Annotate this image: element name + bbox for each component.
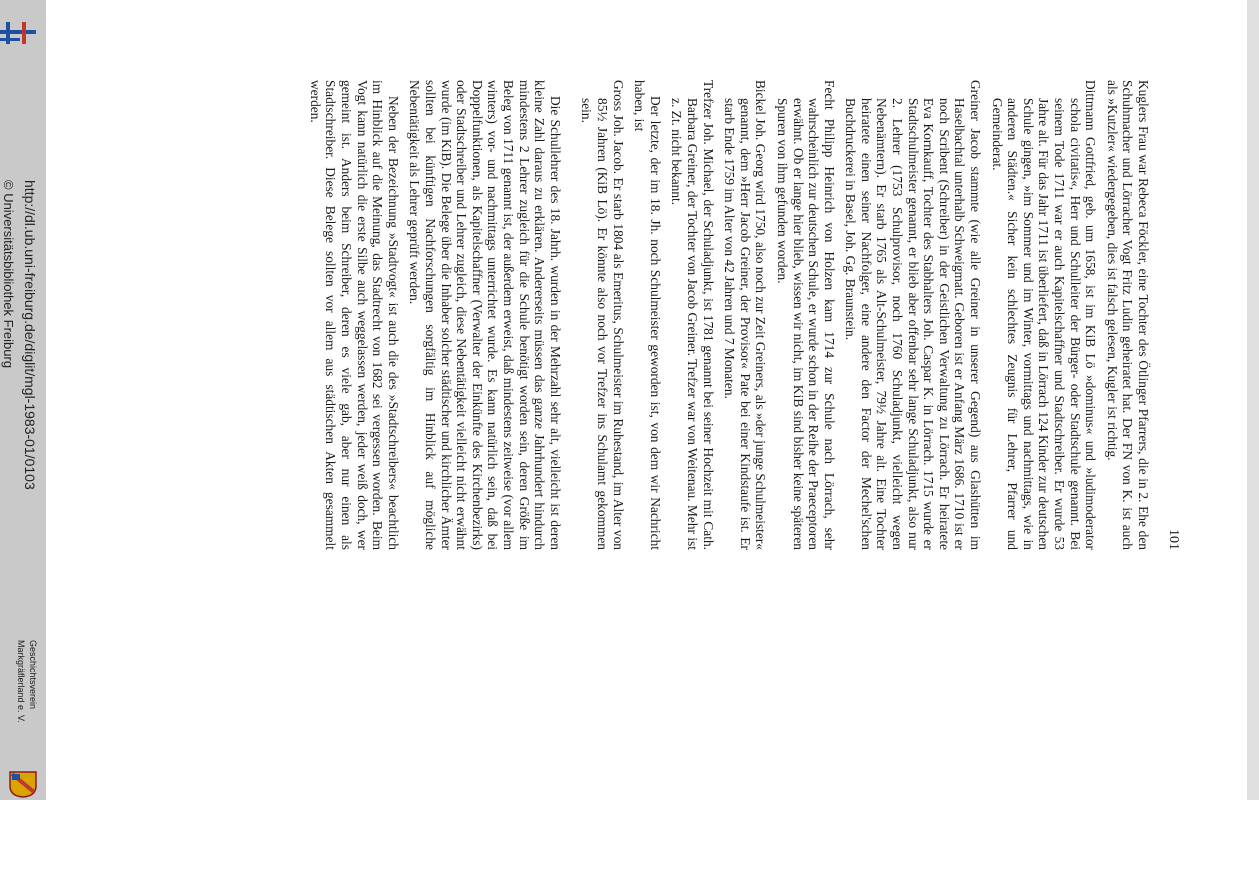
society-name-line-1: Geschichtsverein <box>28 640 38 710</box>
viewer-right-margin <box>1247 0 1259 800</box>
page-text-column <box>171 80 1151 550</box>
rotated-page-content <box>201 80 1181 550</box>
page-number: 101 <box>1166 529 1181 550</box>
viewer-url[interactable]: http://dl.ub.uni-freiburg.de/diglit/mgl-1983-01/0103 <box>22 180 38 490</box>
paragraph-stadtschreiber: Neben der Bezeichnung »Stadtvogt« ist auch die des »Stadtschreibers« beachtlich im Hinblick auf die Meinung, das Stadtrecht von 1682 sei vergessen worden. Beim Vogt kann natürlich die erste Silbe auch weggelassen werden, jeder weiß doch, wer gemeint ist. Anders beim Schreiber, deren es viele gab, aber nur einen als Stadtschreiber. Diese Belege sollten vor allem aus städtischen Akten gesammelt werden. <box>307 80 401 550</box>
entry-greiner: Greiner Jacob stammte (wie alle Greiner in unserer Gegend) aus Glashütten im Haselbachtal unterhalb Schweigmatt. Geboren ist er Anfang März 1686. 1710 ist er noch Scribent (Schreiber) in der Geistlichen Verwaltung zu Lörrach. Er heiratete Eva Kornkauff, Tochter des Stabhalters Joh. Caspar K. in Lörrach. 1715 wurde er Stadtschulmeister genannt, er blieb aber offenbar sehr lange Schuladjunkt, also nur 2. Lehrer (1753 Schulprovisor, noch 1760 Schuladjunkt, vielleicht wegen Nebenämtern). Er starb 1765 als Alt-Schulmeister, 79½ Jahre alt. Eine Tochter heiratete einen seiner Nachfolger, eine andere den Factor der Mechel'schen Buchdruckerei in Basel, Joh. Gg. Braunstein. <box>843 80 984 550</box>
viewer-copyright: © Universitätsbibliothek Freiburg <box>1 180 16 369</box>
society-name-line-2: Markgräflerland e. V. <box>16 640 26 723</box>
document-page <box>46 0 1247 800</box>
entry-bickel: Bickel Joh. Georg wird 1750, also noch zur Zeit Greiners, als »der junge Schulmeister« genannt, dem »Herr Jacob Greiner, der Provisor« Pate bei einer Kindstaufe ist. Er starb Ende 1759 im Alter von 42 Jahren und 7 Monaten. <box>722 80 769 550</box>
paragraph-gap <box>563 80 573 550</box>
paragraph-kugler: Kuglers Frau war Rebeca Föckler, eine Tochter des Ötlinger Pfarrers, die in 2. Ehe den Schuhmacher und Lörracher Vogt Fritz Ludin geheiratet hat. Der FN von K. ist auch als »Kutzler« wiedergegeben, dies ist falsch gelesen, Kugler ist richtig. <box>1104 80 1151 550</box>
paragraph-schullehrer: Die Schullehrer des 18. Jahrh. wurden in der Mehrzahl sehr alt, vielleicht ist deren kleine Zahl daraus zu erklären. Andererseits müssen das ganze Jahrhundert hindurch mindestens 2 Lehrer zugleich für die Schule benötigt worden sein, deren Größe im Beleg von 1711 genannt ist, der außerdem erweist, daß mindestens zeitweise (vor allem winters) vor- und nachmittags unterrichtet wurde. Es kann natürlich sein, daß bei Doppelfunktionen, als Kapitelschaffner (Verwalter der Einkünfte des Kirchenbezirks) oder Stadtschreiber und Lehrer zugleich, diese Nebentätigkeit vielleicht nicht erwähnt wurde (im KiB). Die Belege über die Inhaber solcher städtischer und kirchlicher Ämter sollten bei künftigen Nachforschungen sorgfältig im Hinblick auf mögliche Nebentätigkeit als Lehrer geprüft werden. <box>407 80 563 550</box>
entry-dittmann: Dittmann Gottfried, geb. um 1658, ist im KiB Lö »dominus« und »ludimoderator schola civitatis«, Herr und Schulleiter der Bürger- oder Stadtschule genannt. Bei seinem Tode 1711 war er auch Kapitelschaffner und Stadtschreiber. Er wurde 53 Jahre alt. Für das Jahr 1711 ist überliefert, daß in Lörrach 124 Kinder zur deutschen Schule gingen, »im Sommer und im Winter, vormittags und nachmittags, wie in anderen Städten.« Sicher kein schlechtes Zeugnis für Lehrer, Pfarrer und Gemeinderat. <box>989 80 1099 550</box>
entry-trefzer: Trefzer Joh. Michael, der Schuladjunkt, ist 1781 genannt bei seiner Hochzeit mit Cath. Barbara Greiner, der Tochter von Jacob Greiner. Trefzer war von Weitenau. Mehr ist z. Zt. nicht bekannt. <box>669 80 716 550</box>
entry-gross: Gross Joh. Jacob. Er starb 1804 als Emeritus, Schulmeister im Ruhestand, im Alter von 85½ Jahren (KiB Lö). Er könnte also noch vor Trefzer ins Schulamt gekommen sein. <box>579 80 626 550</box>
coat-of-arms-icon <box>8 770 38 798</box>
entry-fecht: Fecht Philipp Heinrich von Holzen kam 1714 zur Schule nach Lörrach, sehr wahrscheinlich zur deutschen Schule, er wurde schon in der Reihe der Praeceptoren erwähnt. Ob er lange hier blieb, wissen wir nicht, im KiB sind bisher keine späteren Spuren von ihm gefunden worden. <box>774 80 837 550</box>
ub-freiburg-logo-icon[interactable] <box>0 16 36 52</box>
paragraph-der-letzte: Der letzte, der im 18. Jh. noch Schulmeister geworden ist, von dem wir Nachricht haben, ist <box>632 80 663 550</box>
